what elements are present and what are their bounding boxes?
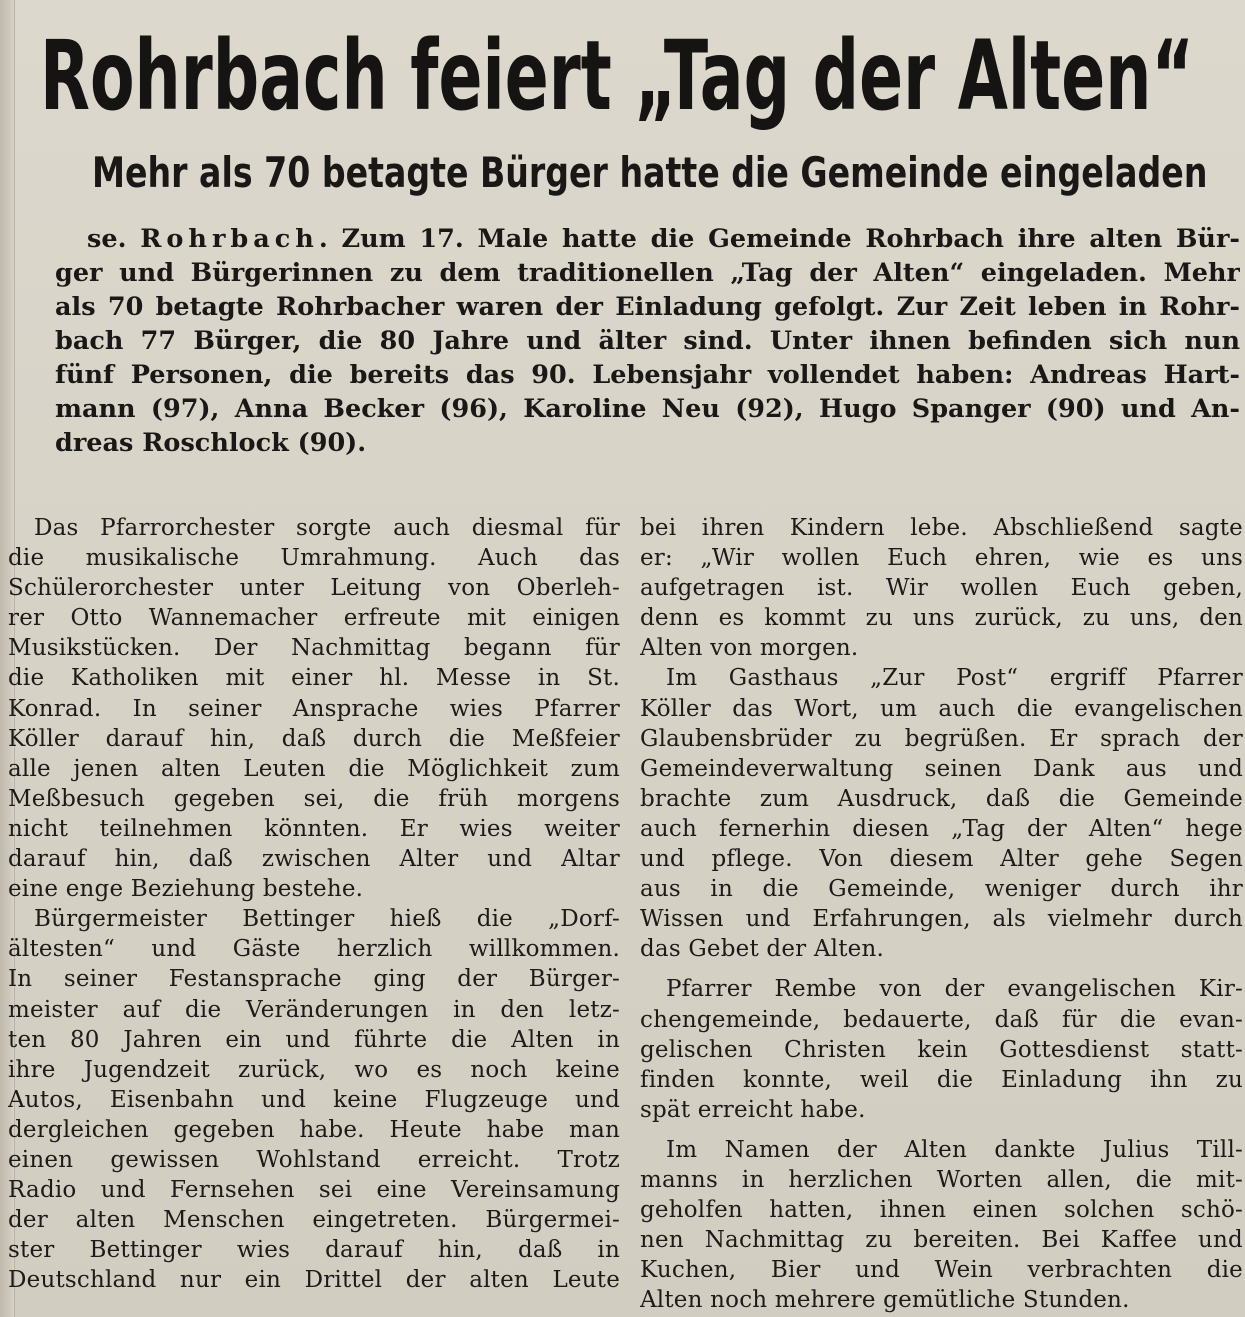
column-line: Alten von morgen. xyxy=(640,635,859,662)
article-column-left xyxy=(8,513,620,1295)
column-line: alle jenen alten Leuten die Möglichkeit zum xyxy=(8,755,620,782)
column-line: ster Bettinger wies darauf hin, daß in xyxy=(8,1237,620,1264)
column-line: Deutschland nur ein Drittel der alten Leute xyxy=(8,1267,620,1294)
column-line: rer Otto Wannemacher erfreute mit einigen xyxy=(8,605,620,632)
column-line: meister auf die Veränderungen in den letz- xyxy=(8,996,620,1023)
column-line: auch fernerhin diesen „Tag der Alten“ hege xyxy=(640,815,1243,842)
column-line: Gemeindeverwaltung seinen Dank aus und xyxy=(640,755,1243,782)
column-line: finden konnte, weil die Einladung ihn zu xyxy=(640,1066,1243,1093)
column-line: Meßbesuch gegeben sei, die früh morgens xyxy=(8,785,620,812)
lead-line: als 70 betagte Rohrbacher waren der Einladung gefolgt. Zur Zeit leben in Rohr- xyxy=(55,292,1240,322)
paragraph-gap xyxy=(640,964,1243,974)
article-column-right xyxy=(640,513,1243,1315)
column-line: Autos, Eisenbahn und keine Flugzeuge und xyxy=(8,1086,620,1113)
column-line: Das Pfarrorchester sorgte auch diesmal für xyxy=(34,515,620,541)
column-line: brachte zum Ausdruck, daß die Gemeinde xyxy=(640,785,1243,812)
lead-line: se. Rohrbach. Zum 17. Male hatte die Gemeinde Rohrbach ihre alten Bür- xyxy=(87,224,1240,254)
column-line: ihre Jugendzeit zurück, wo es noch keine xyxy=(8,1056,620,1083)
column-line: eine enge Beziehung bestehe. xyxy=(8,876,364,903)
lead-line: fünf Personen, die bereits das 90. Lebensjahr vollendet haben: Andreas Hart- xyxy=(55,360,1240,390)
column-line: die Katholiken mit einer hl. Messe in St. xyxy=(8,665,620,692)
column-line: Köller das Wort, um auch die evangelischen xyxy=(640,695,1243,722)
column-line: ten 80 Jahren ein und führte die Alten in xyxy=(8,1026,620,1053)
column-line: Köller darauf hin, daß durch die Meßfeier xyxy=(8,725,620,752)
column-line: nicht teilnehmen könnten. Er wies weiter xyxy=(8,815,620,842)
lead-line: dreas Roschlock (90). xyxy=(55,428,367,458)
column-line: Konrad. In seiner Ansprache wies Pfarrer xyxy=(8,695,620,722)
paragraph-gap xyxy=(640,1125,1243,1135)
column-line: darauf hin, daß zwischen Alter und Altar xyxy=(8,846,620,873)
dateline-place: Rohrbach xyxy=(140,224,319,254)
column-line: aufgetragen ist. Wir wollen Euch geben, xyxy=(640,575,1243,602)
column-line: einen gewissen Wohlstand erreicht. Trotz xyxy=(8,1146,620,1173)
column-line: spät erreicht habe. xyxy=(640,1096,866,1123)
column-line: und pflege. Von diesem Alter gehe Segen xyxy=(640,846,1243,873)
column-line: Kuchen, Bier und Wein verbrachten die xyxy=(640,1257,1243,1284)
subheadline: Mehr als 70 betagte Bürger hatte die Gemeinde eingeladen xyxy=(92,148,1208,197)
column-line: die musikalische Umrahmung. Auch das xyxy=(8,545,620,572)
lead-paragraph xyxy=(55,222,1240,460)
column-line: denn es kommt zu uns zurück, zu uns, den xyxy=(640,605,1243,632)
column-line: der alten Menschen eingetreten. Bürgermei- xyxy=(8,1207,620,1234)
column-line: gelischen Christen kein Gottesdienst statt- xyxy=(640,1036,1243,1063)
lead-line: bach 77 Bürger, die 80 Jahre und älter sind. Unter ihnen befinden sich nun xyxy=(55,326,1240,356)
column-line: aus in die Gemeinde, weniger durch ihr xyxy=(640,876,1243,903)
column-line: geholfen hatten, ihnen einen solchen schö- xyxy=(640,1197,1243,1224)
column-line: nen Nachmittag zu bereiten. Bei Kaffee und xyxy=(640,1227,1243,1254)
column-line: Alten noch mehrere gemütliche Stunden. xyxy=(640,1287,1130,1314)
column-line: Radio und Fernsehen sei eine Vereinsamung xyxy=(8,1177,620,1204)
column-line: Im Namen der Alten dankte Julius Till- xyxy=(666,1136,1243,1163)
column-line: das Gebet der Alten. xyxy=(640,936,885,963)
headline: Rohrbach feiert „Tag der Alten“ xyxy=(40,20,1195,132)
column-line: ältesten“ und Gäste herzlich willkommen. xyxy=(8,936,620,963)
lead-line: mann (97), Anna Becker (96), Karoline Neu (92), Hugo Spanger (90) und An- xyxy=(55,394,1240,424)
column-line: Im Gasthaus „Zur Post“ ergriff Pfarrer xyxy=(666,665,1243,692)
column-line: Musikstücken. Der Nachmittag begann für xyxy=(8,635,620,662)
column-line: In seiner Festansprache ging der Bürger- xyxy=(8,966,620,993)
column-line: Bürgermeister Bettinger hieß die „Dorf- xyxy=(34,906,620,933)
column-line: dergleichen gegeben habe. Heute habe man xyxy=(8,1116,620,1143)
column-line: manns in herzlichen Worten allen, die mit- xyxy=(640,1166,1243,1193)
column-line: Pfarrer Rembe von der evangelischen Kir- xyxy=(666,976,1243,1003)
column-line: chengemeinde, bedauerte, daß für die evan- xyxy=(640,1006,1243,1033)
column-line: er: „Wir wollen Euch ehren, wie es uns xyxy=(640,545,1243,572)
column-line: Wissen und Erfahrungen, als vielmehr durch xyxy=(640,906,1243,933)
column-line: Schülerorchester unter Leitung von Oberleh- xyxy=(8,575,620,602)
column-line: bei ihren Kindern lebe. Abschließend sagte xyxy=(640,515,1243,541)
lead-line: ger und Bürgerinnen zu dem traditionellen „Tag der Alten“ eingeladen. Mehr xyxy=(55,258,1240,288)
column-line: Glaubensbrüder zu begrüßen. Er sprach der xyxy=(640,725,1243,752)
